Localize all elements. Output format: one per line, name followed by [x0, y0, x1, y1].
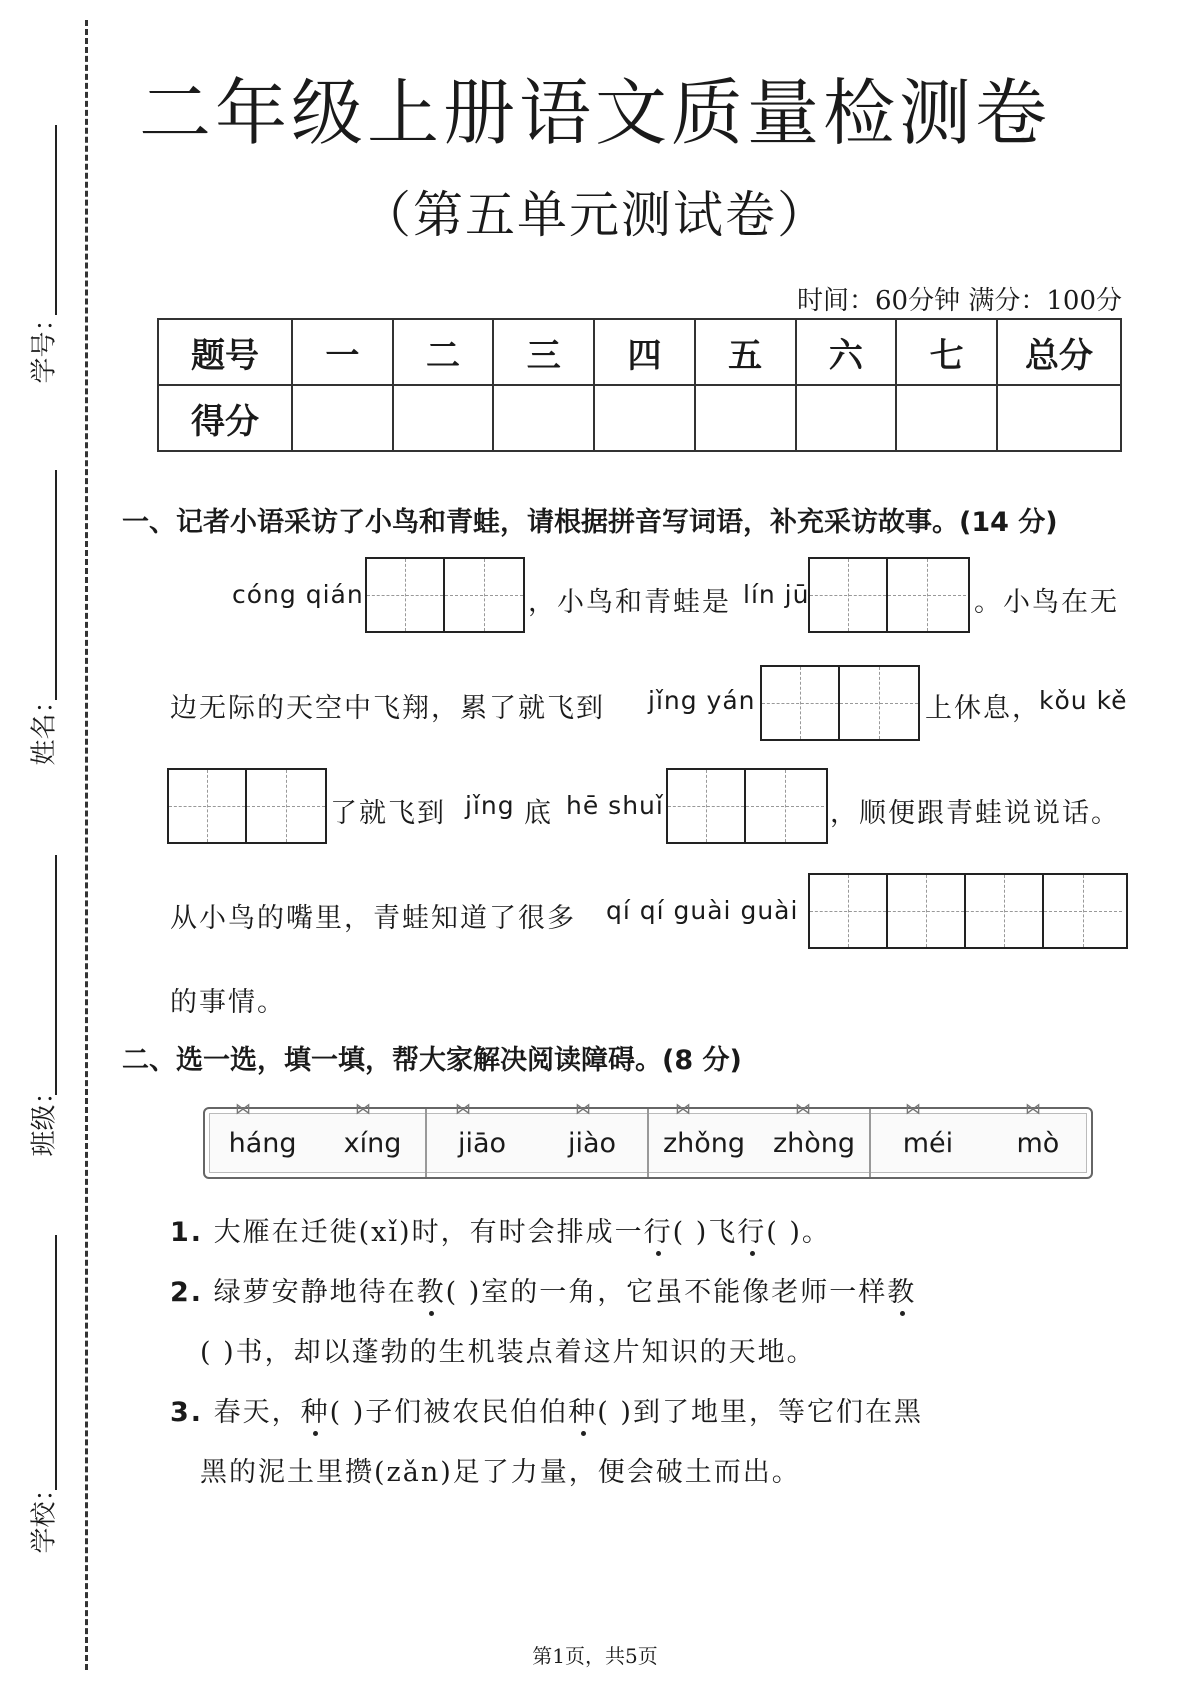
writing-grid-jingyan[interactable]: [760, 665, 920, 741]
score-cell[interactable]: [292, 385, 393, 451]
question-text: 春天，: [213, 1397, 301, 1428]
pinyin-option: zhòng: [772, 1127, 856, 1159]
score-col-4: 四: [594, 319, 695, 385]
s1-line3-text2: 底: [524, 798, 553, 829]
score-col-2: 二: [393, 319, 494, 385]
pinyin-option-group: [871, 1109, 1091, 1177]
s1-line3-text1: 了就飞到: [330, 798, 446, 829]
pinyin-option: mò: [1016, 1127, 1060, 1159]
score-col-total: 总分: [997, 319, 1121, 385]
s1-line1-text1: ，小鸟和青蛙是: [528, 587, 731, 618]
question-2-continued[interactable]: ( )书，却以蓬勃的生机装点着这片知识的天地。: [200, 1337, 816, 1368]
pinyin-options-box: [203, 1099, 1093, 1179]
score-table: [157, 318, 1122, 452]
s1-line3-text3: ，顺便跟青蛙说说话。: [830, 798, 1120, 829]
binding-dashed-line: [85, 20, 88, 1670]
pinyin-option: xíng: [343, 1127, 402, 1159]
question-number: 1.: [170, 1217, 204, 1248]
s1-line2-text2: 上休息，: [925, 693, 1041, 724]
page-title: 二年级上册语文质量检测卷: [138, 71, 1051, 155]
score-cell[interactable]: [493, 385, 594, 451]
pinyin-option-group: [649, 1109, 871, 1177]
answer-blank[interactable]: ( )。: [766, 1217, 831, 1248]
score-table-score-row: [158, 385, 1121, 451]
pinyin-kouke: kǒu kě: [1039, 686, 1128, 715]
pinyin-option: zhǒng: [662, 1127, 746, 1159]
pinyin-jing: jǐng: [465, 791, 515, 820]
dotted-char: 教: [887, 1277, 917, 1308]
s1-line1-text2: 。小鸟在无: [974, 587, 1119, 618]
question-text: 大雁在迁徙(xǐ)时，有时会排成一: [213, 1217, 644, 1248]
score-col-1: 一: [292, 319, 393, 385]
pinyin-option-group: [205, 1109, 427, 1177]
score-cell[interactable]: [695, 385, 796, 451]
answer-blank[interactable]: ( )子们被农民伯伯: [329, 1397, 569, 1428]
pinyin-option: háng: [228, 1127, 297, 1159]
name-rule[interactable]: [55, 470, 57, 700]
writing-grid-congqian[interactable]: [365, 557, 525, 633]
page-footer: 第1页，共5页: [532, 1644, 658, 1668]
s1-line4-text1: 从小鸟的嘴里，青蛙知道了很多: [170, 903, 576, 934]
page-subtitle: （第五单元测试卷）: [361, 186, 829, 244]
class-rule[interactable]: [55, 855, 57, 1095]
bow-decoration-icon: ⋈: [235, 1099, 251, 1118]
section-2-title: 二、选一选，填一填，帮大家解决阅读障碍。(8 分): [122, 1045, 742, 1076]
score-col-3: 三: [493, 319, 594, 385]
bow-decoration-icon: ⋈: [1025, 1099, 1041, 1118]
pinyin-congqian: cóng qián: [232, 580, 364, 609]
score-header-label: 题号: [158, 319, 292, 385]
dotted-char: 行: [737, 1217, 767, 1248]
answer-blank[interactable]: ( )飞: [672, 1217, 738, 1248]
school-rule[interactable]: [55, 1235, 57, 1490]
score-col-7: 七: [896, 319, 997, 385]
pinyin-jingyan: jǐng yán: [648, 686, 756, 715]
pinyin-option: méi: [902, 1127, 954, 1159]
dotted-char: 种: [568, 1397, 598, 1428]
bow-decoration-icon: ⋈: [905, 1099, 921, 1118]
student-id-label: 学号：: [29, 305, 60, 384]
question-3: [170, 1390, 923, 1429]
writing-grid-qiqiguaiguai[interactable]: [808, 873, 1128, 949]
pinyin-option-group: [427, 1109, 649, 1177]
question-number: 2.: [170, 1277, 204, 1308]
section-1-title: 一、记者小语采访了小鸟和青蛙，请根据拼音写词语，补充采访故事。(14 分): [122, 507, 1058, 538]
question-1: [170, 1210, 831, 1249]
pinyin-option: jiāo: [457, 1127, 507, 1159]
score-cell[interactable]: [997, 385, 1121, 451]
score-cell[interactable]: [393, 385, 494, 451]
pinyin-heshui: hē shuǐ: [566, 791, 664, 820]
answer-blank[interactable]: ( )室的一角，它虽不能像老师一样: [445, 1277, 888, 1308]
score-cell[interactable]: [796, 385, 897, 451]
exam-meta: 时间：60分钟 满分：100分: [797, 286, 1122, 316]
writing-grid-heshui[interactable]: [666, 768, 828, 844]
writing-grid-kouke[interactable]: [167, 768, 327, 844]
school-label: 学校：: [29, 1475, 60, 1554]
pinyin-linju: lín jū: [743, 580, 810, 609]
question-number: 3.: [170, 1397, 204, 1428]
class-label: 班级：: [29, 1078, 60, 1157]
dotted-char: 种: [300, 1397, 330, 1428]
pinyin-qiqiguaiguai: qí qí guài guài: [606, 896, 799, 925]
s1-line2-text1: 边无际的天空中飞翔，累了就飞到: [170, 693, 605, 724]
score-col-6: 六: [796, 319, 897, 385]
score-col-5: 五: [695, 319, 796, 385]
name-label: 姓名：: [29, 687, 60, 766]
s1-line5-text1: 的事情。: [170, 987, 286, 1018]
score-row-label: 得分: [158, 385, 292, 451]
score-cell[interactable]: [896, 385, 997, 451]
question-2: [170, 1270, 916, 1309]
question-3-continued: 黑的泥土里攒(zǎn)足了力量，便会破土而出。: [200, 1457, 801, 1488]
pinyin-option: jiào: [567, 1127, 617, 1159]
bow-decoration-icon: ⋈: [675, 1099, 691, 1118]
writing-grid-linju[interactable]: [808, 557, 970, 633]
question-text: 绿萝安静地待在: [213, 1277, 417, 1308]
bow-decoration-icon: ⋈: [355, 1099, 371, 1118]
dotted-char: 行: [643, 1217, 673, 1248]
bow-decoration-icon: ⋈: [455, 1099, 471, 1118]
bow-decoration-icon: ⋈: [575, 1099, 591, 1118]
dotted-char: 教: [416, 1277, 446, 1308]
score-table-header-row: [158, 319, 1121, 385]
answer-blank[interactable]: ( )到了地里，等它们在黑: [597, 1397, 923, 1428]
bow-decoration-icon: ⋈: [795, 1099, 811, 1118]
score-cell[interactable]: [594, 385, 695, 451]
